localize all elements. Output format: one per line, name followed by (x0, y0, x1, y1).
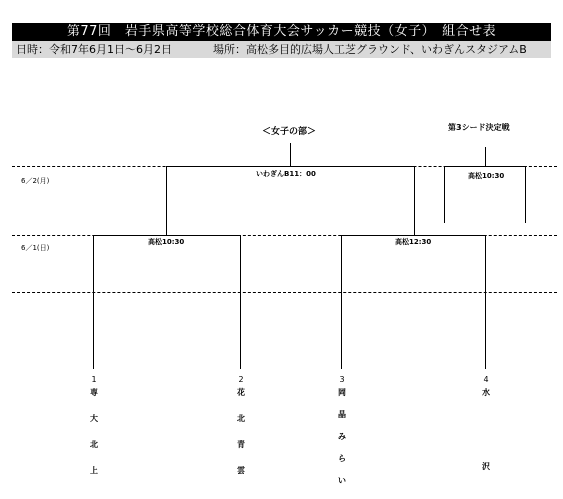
third-bar (444, 166, 526, 167)
final-bar (166, 166, 415, 167)
team3-line (341, 235, 342, 369)
team2-line (240, 235, 241, 369)
team4-number: 4 (483, 375, 489, 384)
final-winner-line (290, 143, 291, 166)
team3-number: 3 (339, 375, 345, 384)
third-place-label: 第3シード決定戦 (448, 123, 510, 132)
team4-char: 沢 (482, 462, 490, 471)
semi2-bar (341, 235, 485, 236)
team1-name (84, 387, 104, 476)
place-text: 場所：高松多目的広場人工芝グラウンド、いわぎんスタジアムB (213, 43, 527, 56)
semi2-venue: 高松12:30 (395, 238, 432, 246)
team4-char (485, 413, 488, 422)
team3-char: 晶 (338, 410, 346, 419)
team3-char: い (338, 476, 346, 485)
final-left-line (166, 166, 167, 236)
third-venue: 高松10:30 (468, 172, 505, 180)
team4-char: 水 (482, 388, 490, 397)
team1-char: 上 (90, 466, 98, 475)
team1-char: 北 (90, 440, 98, 449)
team1-number: 1 (91, 375, 97, 384)
team3-name (332, 387, 352, 486)
team1-char: 専 (90, 388, 98, 397)
team3-char: み (338, 432, 346, 441)
day1-label: 6／1(日) (21, 244, 50, 252)
day2-label: 6／2(月) (21, 177, 50, 185)
final-venue: いわぎんB11：00 (256, 170, 316, 178)
page-title: 第77回 岩手県高等学校総合体育大会サッカー競技（女子） 組合せ表 (12, 23, 551, 41)
team4-char (485, 437, 488, 446)
semi1-venue: 高松10:30 (148, 238, 185, 246)
team2-char: 青 (237, 440, 245, 449)
final-right-line (414, 166, 415, 236)
info-bar (12, 41, 551, 58)
team4-line (485, 235, 486, 369)
team3-char: ら (338, 454, 346, 463)
team4-name (476, 387, 496, 472)
team3-char: 岡 (338, 388, 346, 397)
third-right-line (525, 166, 526, 223)
date-text: 日時：令和7年6月1日～6月2日 (16, 43, 172, 56)
section-label: ＜女子の部＞ (262, 127, 317, 137)
team2-char: 北 (237, 414, 245, 423)
semi1-bar (93, 235, 240, 236)
third-winner-line (485, 147, 486, 166)
team1-char: 大 (90, 414, 98, 423)
team2-char: 雲 (237, 466, 245, 475)
team2-name (231, 387, 251, 476)
third-left-line (444, 166, 445, 223)
team1-line (93, 235, 94, 369)
team2-char: 花 (237, 388, 245, 397)
team2-number: 2 (238, 375, 244, 384)
